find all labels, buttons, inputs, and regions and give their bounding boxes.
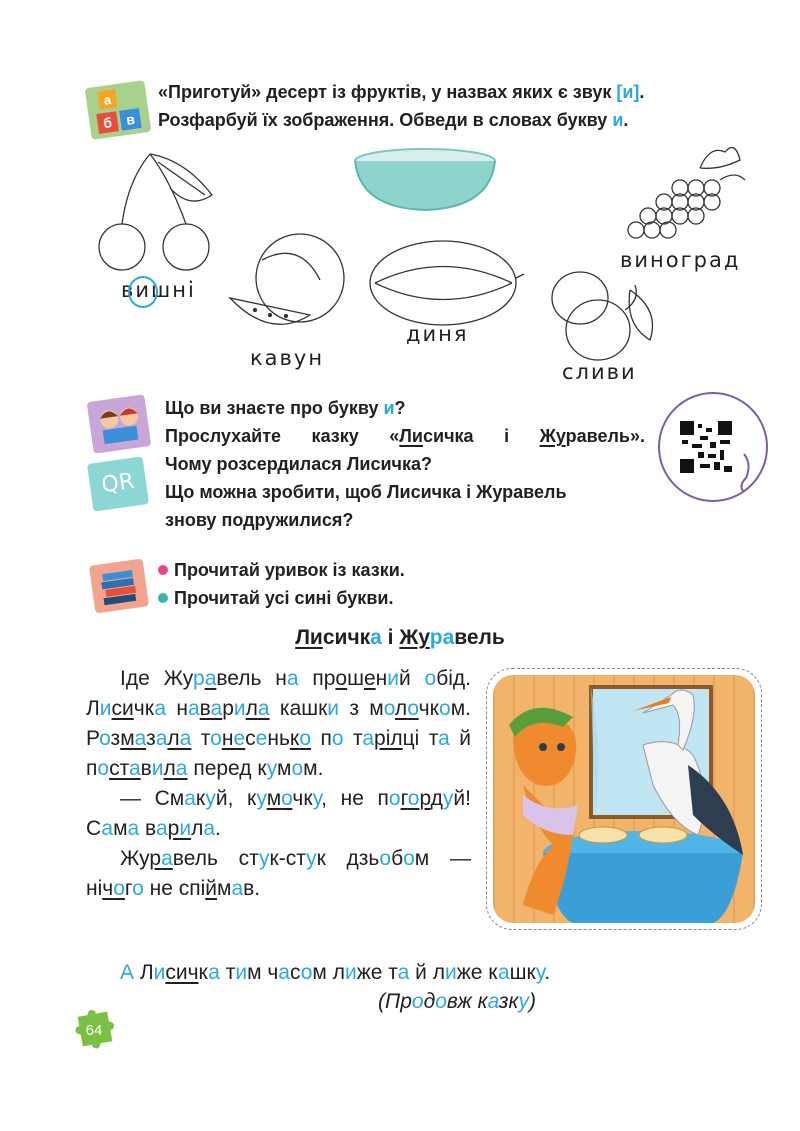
task1-text: «Приготуй» десерт із фруктів, у назвах яких є звук [и]. Розфарбуй їх зображення. Обведи в словах букву и. <box>158 82 645 130</box>
questions: Що ви знаєте про букву и? Прослухайте казку «Лисичка і Журавель». Чому розсердилася Лисичка? Що можна зробити, щоб Лисичка і Журавель знову подружилися? <box>165 398 645 530</box>
qr-code <box>660 394 766 500</box>
task-icon-books <box>89 558 149 613</box>
cube-letter-3: в <box>125 110 136 128</box>
word-cherries: вишні <box>121 278 196 302</box>
cubes-icon <box>85 80 152 140</box>
qr-code-frame[interactable] <box>658 392 768 502</box>
page-number: 64 <box>85 1022 103 1039</box>
watermelon-icon <box>230 234 344 324</box>
children-icon <box>87 394 152 454</box>
word-plums: сливи <box>562 360 637 384</box>
teal-dot <box>158 593 168 603</box>
letter-label: и <box>612 110 624 130</box>
page-number-badge <box>72 1006 118 1052</box>
task-icon-qr <box>87 456 149 511</box>
story-illustration <box>486 668 762 930</box>
puzzle-icon <box>72 1006 118 1052</box>
qr-icon-label: QR <box>100 468 136 499</box>
task-icon-letter-cubes <box>85 80 152 140</box>
melon-icon <box>370 241 524 325</box>
fox-crane-illustration <box>493 675 755 923</box>
cube-letter-1: а <box>102 91 113 108</box>
cherries-icon <box>99 154 212 270</box>
continue-story: (Продовж казку) <box>378 990 536 1013</box>
word-melon: диня <box>406 322 469 346</box>
story-text: Іде Журавель на прошений обід. Лисичка наварила кашки з молочком. Розмазала тонесенько по тарілці та й поставила перед кумом. — Смакуй, кумочку, не погордуй! Сама варила. Журавель стук-стук дзьобом — нічого не спіймав. <box>86 667 471 900</box>
bowl-icon <box>355 149 495 210</box>
word-grapes: виноград <box>620 248 741 272</box>
grapes-icon <box>628 148 745 239</box>
story-title: Лисичка і Журавель <box>295 626 505 649</box>
cube-letter-2: б <box>102 114 114 132</box>
word-watermelon: кавун <box>250 346 325 370</box>
task-icon-children <box>87 394 152 454</box>
sound-label: [и] <box>616 82 640 102</box>
books-icon <box>89 558 149 613</box>
pink-dot <box>158 565 168 575</box>
story-last-line: А Лисичка тим часом лиже та й лиже кашку. <box>120 961 551 984</box>
letter-circle <box>128 276 158 308</box>
plums-icon <box>552 272 653 360</box>
instructions: Прочитай уривок із казки. Прочитай усі сині букви. <box>158 556 405 612</box>
